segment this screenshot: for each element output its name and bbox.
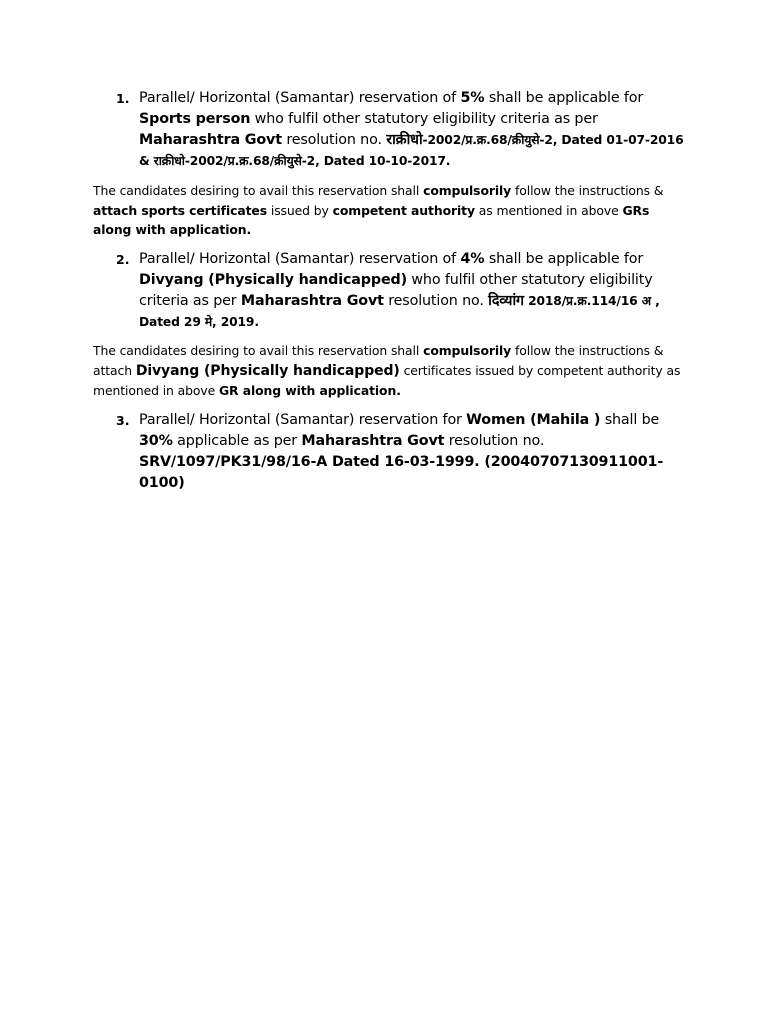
item-number: 3. [116,413,130,428]
item-text: Parallel/ Horizontal (Samantar) reservation of 4% shall be applicable for Divyang (Physically handicapped) who fulfil other statutory eligibility criteria as per Maharashtra Govt resolution no. दिव्यांग 2018/प्र.क्र.114/16 अ , Dated 29 मे, 2019. [139,251,660,329]
item-text: Parallel/ Horizontal (Samantar) reservation of 5% shall be applicable for Sports person who fulfil other statutory eligibility criteria as per Maharashtra Govt resolution no. राक्रीधो-2002/प्र.क्र.68/क्रीयुसे-2, Dated 01-07-2016 & राक्रीधो-2002/प्र.क्र.68/क्रीयुसे-2, Dated 10-10-2017. [139,90,684,168]
item-number: 1. [116,91,130,106]
item-text: Parallel/ Horizontal (Samantar) reservation for Women (Mahila ) shall be 30% applicable as per Maharashtra Govt resolution no. SRV/1097/PK31/98/16-A Dated 16-03-1999. (20040707130911001-0100) [139,412,664,491]
note-sports-certificates: The candidates desiring to avail this reservation shall compulsorily follow the instructions & attach sports certificates issued by competent authority as mentioned in above GRs along with application. [93,183,664,237]
note-divyang-certificates: The candidates desiring to avail this reservation shall compulsorily follow the instructions & attach Divyang (Physically handicapped) certificates issued by competent authority as mentioned in above GR along with application. [93,343,681,398]
item-number: 2. [116,252,130,267]
